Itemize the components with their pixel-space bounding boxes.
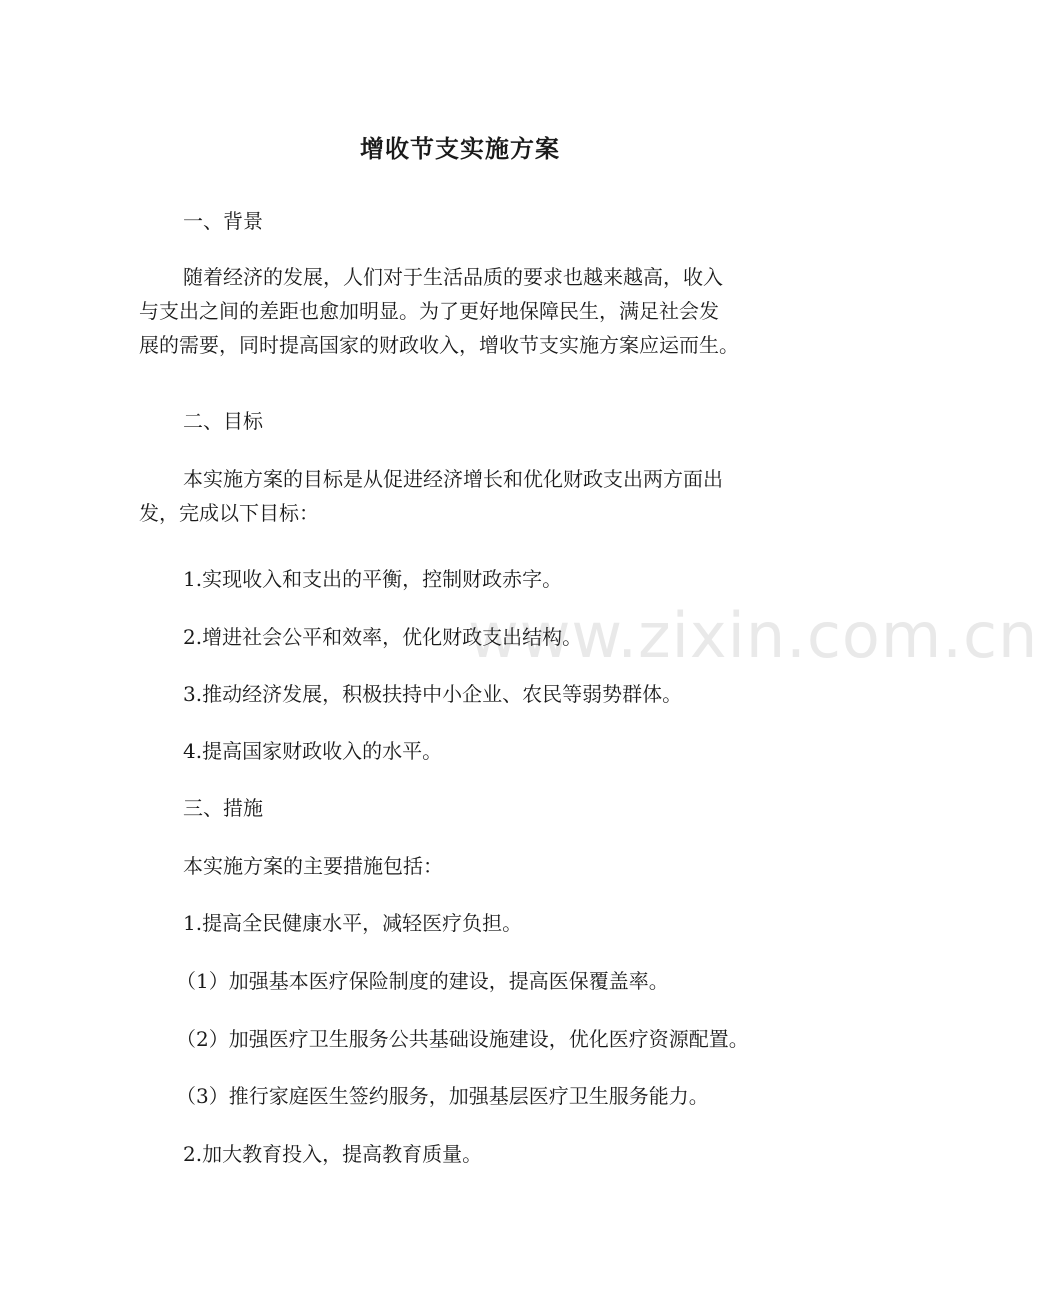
goal-paragraph [139,461,799,531]
measure-subitem: （1）加强基本医疗保险制度的建设，提高医保覆盖率。 [176,969,669,993]
goal-item: 1.实现收入和支出的平衡，控制财政赤字。 [183,567,563,591]
goal-item: 2.增进社会公平和效率，优化财政支出结构。 [183,625,583,649]
goal-item: 3.推动经济发展，积极扶持中小企业、农民等弱势群体。 [183,682,683,706]
document-title: 增收节支实施方案 [360,135,560,163]
section-heading-goal: 二、目标 [183,409,263,433]
section-heading-background: 一、背景 [183,209,263,233]
paragraph-line: 与支出之间的差距也愈加明显。为了更好地保障民生，满足社会发 [139,299,719,323]
measure-subitem: （2）加强医疗卫生服务公共基础设施建设，优化医疗资源配置。 [176,1027,749,1051]
measure-item-1: 1.提高全民健康水平，减轻医疗负担。 [183,911,523,935]
measures-intro: 本实施方案的主要措施包括： [183,854,443,878]
measure-item-2: 2.加大教育投入，提高教育质量。 [183,1142,483,1166]
paragraph-line: 随着经济的发展，人们对于生活品质的要求也越来越高，收入 [183,265,723,289]
measure-subitem: （3）推行家庭医生签约服务，加强基层医疗卫生服务能力。 [176,1084,709,1108]
paragraph-line: 展的需要，同时提高国家的财政收入，增收节支实施方案应运而生。 [139,333,739,357]
paragraph-line: 发，完成以下目标： [139,501,319,525]
paragraph-line: 本实施方案的目标是从促进经济增长和优化财政支出两方面出 [183,467,723,491]
goal-item: 4.提高国家财政收入的水平。 [183,739,443,763]
watermark: www.zixin.com.cn [468,599,1038,672]
background-paragraph [139,259,799,363]
section-heading-measures: 三、措施 [183,796,263,820]
